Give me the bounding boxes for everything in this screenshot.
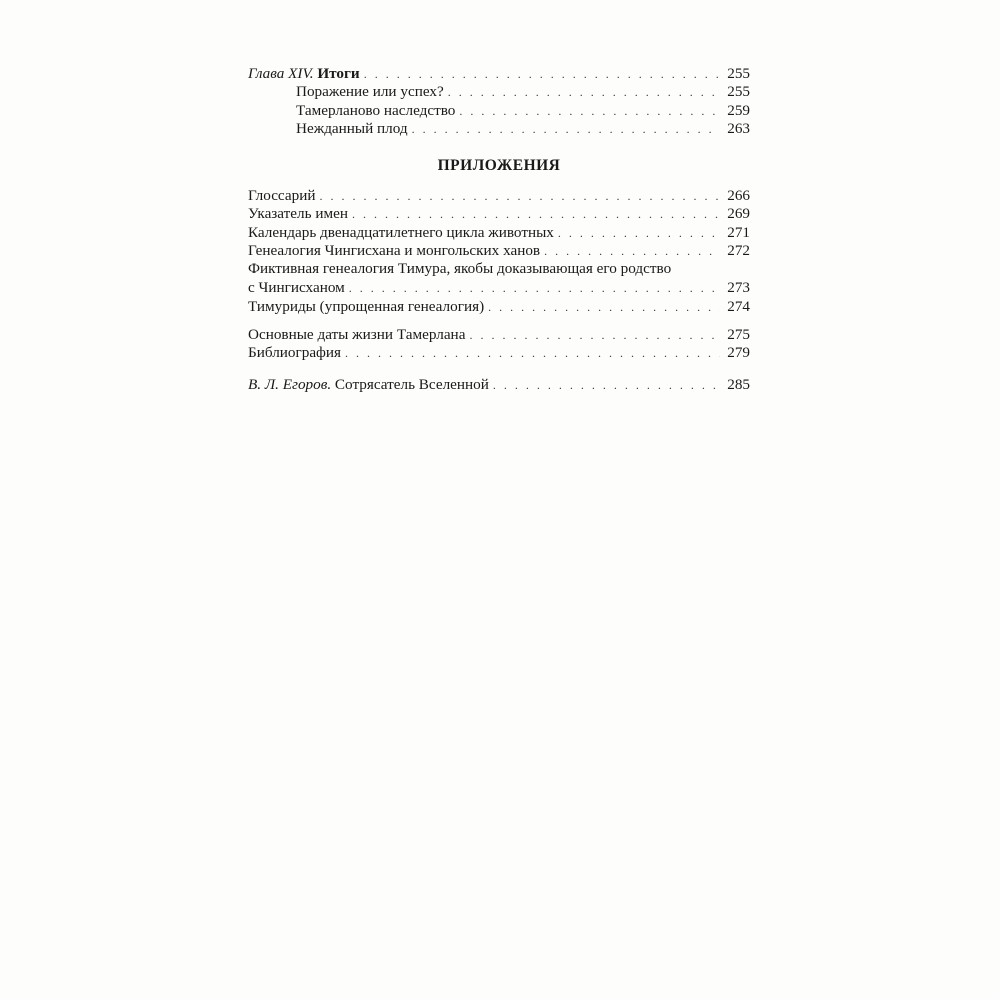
page-number: 271 bbox=[727, 223, 750, 241]
toc-entry bbox=[248, 205, 750, 224]
toc-entry bbox=[248, 223, 750, 242]
dot-leader bbox=[544, 244, 720, 260]
entry-label: Календарь двенадцатилетнего цикла животных bbox=[248, 223, 554, 241]
toc-entry-subsection bbox=[248, 83, 750, 102]
dot-leader bbox=[412, 122, 720, 138]
toc-entry-multiline bbox=[248, 260, 750, 297]
page-number: 255 bbox=[727, 83, 750, 100]
dot-leader bbox=[469, 328, 720, 344]
entry-label-line1: Фиктивная генеалогия Тимура, якобы доказывающая его родство bbox=[248, 260, 672, 277]
page-number: 273 bbox=[727, 279, 750, 296]
extras-block bbox=[248, 325, 750, 362]
afterword-title: Сотрясатель Вселенной bbox=[334, 375, 489, 393]
entry-label: Указатель имен bbox=[248, 205, 348, 222]
afterword-block bbox=[248, 375, 750, 394]
page-number: 275 bbox=[727, 325, 750, 343]
toc-entry bbox=[248, 186, 750, 205]
page-number: 263 bbox=[727, 120, 750, 137]
dot-leader bbox=[448, 85, 720, 101]
entry-label: Нежданный плод bbox=[296, 120, 408, 137]
page-number: 255 bbox=[727, 64, 750, 82]
appendix-heading: ПРИЛОЖЕНИЯ bbox=[437, 157, 561, 174]
dot-leader bbox=[319, 189, 720, 205]
dot-leader bbox=[558, 226, 720, 242]
toc-entry-subsection bbox=[248, 101, 750, 120]
page-number: 285 bbox=[727, 375, 750, 393]
entry-label: Тамерланово наследство bbox=[296, 101, 456, 119]
page-number: 269 bbox=[727, 205, 750, 222]
page-number: 279 bbox=[727, 344, 750, 361]
entry-label: Тимуриды (упрощенная генеалогия) bbox=[248, 297, 485, 315]
entry-label: Генеалогия Чингисхана и монгольских ханов bbox=[248, 242, 541, 259]
dot-leader bbox=[493, 378, 720, 394]
page-number: 274 bbox=[727, 297, 750, 315]
chapter-block bbox=[248, 64, 750, 138]
afterword-author: В. Л. Егоров. bbox=[248, 375, 332, 393]
entry-second-line bbox=[248, 279, 750, 298]
appendix-block bbox=[248, 186, 750, 316]
toc-entry bbox=[248, 297, 750, 316]
page-number: 266 bbox=[727, 186, 750, 204]
dot-leader bbox=[349, 281, 720, 297]
entry-label: Поражение или успех? bbox=[296, 83, 444, 100]
toc-entry bbox=[248, 344, 750, 363]
chapter-label bbox=[248, 65, 360, 83]
toc-entry-chapter bbox=[248, 64, 750, 83]
chapter-title: Итоги bbox=[317, 64, 360, 82]
toc-entry-afterword bbox=[248, 375, 750, 394]
page-number: 272 bbox=[727, 242, 750, 259]
toc-entry bbox=[248, 242, 750, 261]
dot-leader bbox=[459, 104, 720, 120]
dot-leader bbox=[352, 207, 720, 223]
entry-label: Основные даты жизни Тамерлана bbox=[248, 325, 466, 343]
entry-label: Библиография bbox=[248, 344, 342, 361]
chapter-prefix: Глава XIV. bbox=[248, 64, 314, 82]
entry-label: Глоссарий bbox=[248, 186, 316, 204]
dot-leader bbox=[364, 67, 720, 83]
afterword-label bbox=[248, 376, 489, 394]
page-number: 259 bbox=[727, 101, 750, 119]
dot-leader bbox=[488, 300, 720, 316]
dot-leader bbox=[345, 346, 720, 362]
entry-label-line2: с Чингисханом bbox=[248, 279, 345, 296]
toc-entry bbox=[248, 325, 750, 344]
toc-entry-subsection bbox=[248, 120, 750, 139]
